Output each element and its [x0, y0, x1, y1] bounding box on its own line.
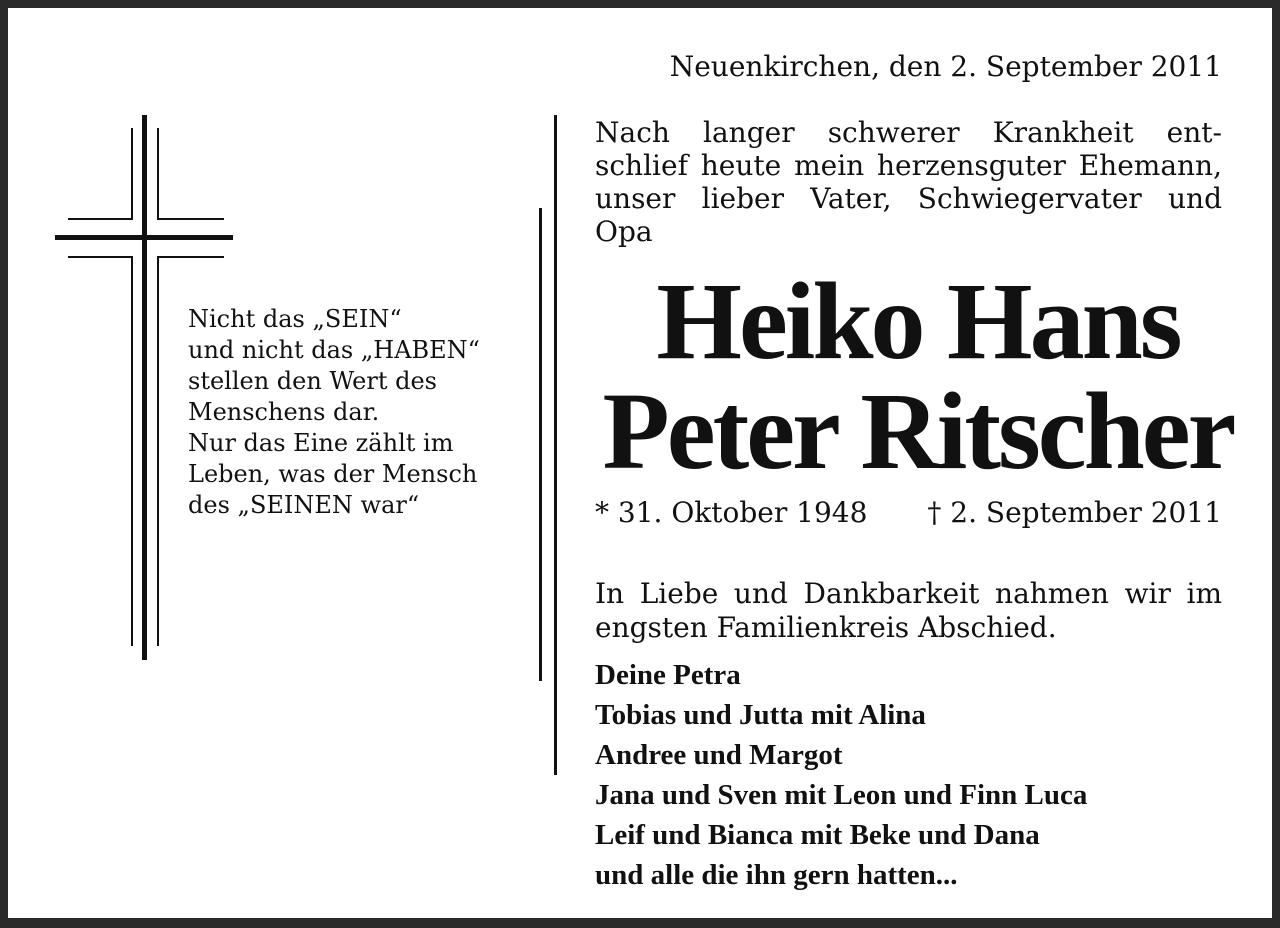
- family-list: [595, 655, 1087, 895]
- intro-line: Opa: [595, 215, 653, 248]
- cross-outline-left-upper: [131, 128, 133, 220]
- deceased-name-line2: Peter Ritscher: [602, 370, 1234, 492]
- intro-line: Nach langer schwerer Krankheit ent-: [595, 116, 1222, 149]
- family-member: Jana und Sven mit Leon und Finn Luca: [595, 779, 1088, 811]
- birth-date: * 31. Oktober 1948: [595, 496, 868, 529]
- death-date: † 2. September 2011: [927, 496, 1222, 529]
- deceased-name-line1: Heiko Hans: [656, 260, 1180, 382]
- divider-outer: [554, 115, 557, 775]
- quote-line: des „SEINEN war“: [188, 491, 420, 519]
- cross-outline-top-left: [68, 218, 133, 220]
- quote-line: und nicht das „HABEN“: [188, 336, 480, 364]
- cross-main-vertical: [142, 115, 147, 660]
- quote-line: Menschens dar.: [188, 398, 380, 426]
- intro-line: unser lieber Vater, Schwiegervater und: [595, 182, 1222, 215]
- cross-outline-top-right: [157, 218, 224, 220]
- family-member: Andree und Margot: [595, 739, 843, 771]
- quote-line: Leben, was der Mensch: [188, 460, 478, 488]
- family-member: Deine Petra: [595, 659, 741, 691]
- cross-outline-right-lower: [157, 256, 159, 646]
- farewell-text: [595, 577, 1222, 645]
- place-date: Neuenkirchen, den 2. September 2011: [669, 50, 1222, 83]
- quote-line: Nur das Eine zählt im: [188, 429, 454, 457]
- farewell-line: In Liebe und Dankbarkeit nahmen wir im: [595, 577, 1222, 610]
- quote-line: Nicht das „SEIN“: [188, 305, 402, 333]
- intro-line: schlief heute mein herzensguter Ehemann,: [595, 149, 1222, 182]
- cross-main-horizontal: [55, 235, 233, 240]
- cross-outline-bottom-left: [68, 256, 133, 258]
- family-member: und alle die ihn gern hatten...: [595, 859, 958, 891]
- intro-text: [595, 116, 1222, 248]
- obituary-card: [8, 8, 1272, 918]
- cross-outline-bottom-right: [157, 256, 224, 258]
- cross-outline-right-upper: [157, 128, 159, 220]
- cross-outline-left-lower: [131, 256, 133, 646]
- memorial-quote: [188, 304, 480, 521]
- divider-inner: [539, 208, 542, 681]
- farewell-line: engsten Familienkreis Abschied.: [595, 611, 1057, 644]
- family-member: Leif und Bianca mit Beke und Dana: [595, 819, 1040, 851]
- family-member: Tobias und Jutta mit Alina: [595, 699, 926, 731]
- quote-line: stellen den Wert des: [188, 367, 437, 395]
